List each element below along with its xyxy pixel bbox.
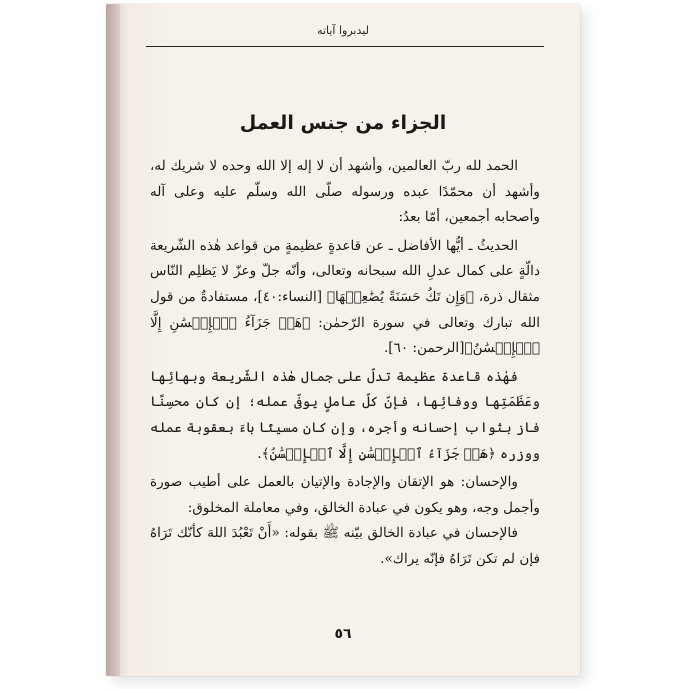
paragraph: الحديثُ ـ أيُّها الأفاضل ـ عن قاعدةٍ عظيمةٍ من قواعد هٰذه الشّريعة دالّةٍ على كمال عدلِ الله سبحانه وتعالى، وأنّه جلّ وعزّ لا يَظلِم النّاس مثقال ذرة، ﴿وَإِن تَكُ حَسَنَةً يُضَٰعِفۡهَا﴾ [النساء:٤٠]، مستفادةٌ من قول الله تبارك وتعالى في سورة الرّحمٰن: ﴿هَلۡ جَزَآءُ ٱلۡإِحۡسَٰنِ إِلَّا ٱلۡإِحۡسَٰنُ﴾[الرحمن: ٦٠]. — [150, 237, 540, 357]
running-head: ليدبروا آياته — [317, 24, 369, 37]
chapter-title: الجزاء من جنس العمل — [239, 112, 447, 134]
paragraph: والإحسان: هو الإتقان والإجادة والإتيان بالعمل على أطيب صورة وأجمل وجه، وهو يكون في عبادة الخالق، وفي معاملة المخلوق: — [150, 474, 540, 516]
book-spine — [106, 4, 120, 676]
paragraph: الحمد لله ربّ العالمين، وأشهد أن لا إله إلا الله وحده لا شريك له، وأشهد أن محمّدًا عبده ورسوله صلّى الله وسلّم عليه وعلى آله وأصحابه أجمعين، أمّا بعدُ: — [150, 158, 540, 226]
page-number: ٥٦ — [334, 626, 352, 642]
paragraph: فهٰذه قاعدة عظيمة تدلّ على جمال هٰذه الشّريعة وبهائِها وعَظَمَتِها ووفائِها، فإنّ كلّ عاملٍ يوفّى عمله؛ إن كان محسِنًا فاز بثواب إحسانه وأجره، وإن كان مسيئًا باءَ بعقوبة عمله ووزره ﴿هَلۡ جَزَآءُ ٱلۡإِحۡسَٰنِ إِلَّا ٱلۡإِحۡسَٰنُ﴾. — [150, 368, 540, 462]
paragraph: فالإحسان في عبادة الخالق بيّنه ﷺ بقوله: «أَنْ تَعْبُدَ اللهَ كأنّك تَرَاهُ فإن لم تكن تَرَاهُ فإنّه يراك». — [150, 525, 540, 567]
header-rule — [146, 46, 544, 47]
book-page — [106, 4, 580, 676]
body-text — [150, 154, 540, 573]
